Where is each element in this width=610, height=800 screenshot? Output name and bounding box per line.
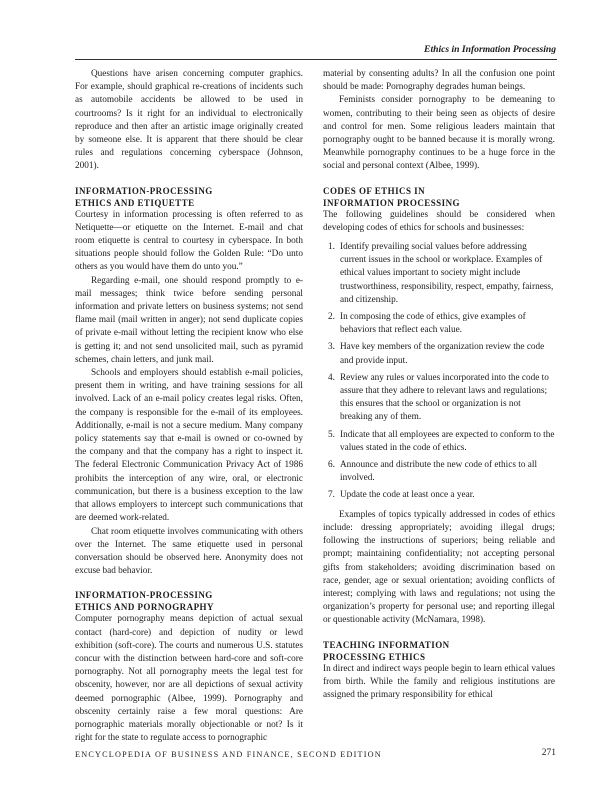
list-item: [323, 241, 555, 307]
section-heading-pornography: [75, 589, 303, 613]
list-number: 2.: [328, 312, 335, 323]
list-item: [323, 459, 555, 485]
guidelines-list: [323, 241, 555, 503]
paragraph-teaching: In direct and indirect ways people begin to learn ethical values from birth. While the family and religious institutions are assigned the primary responsibility for ethical: [323, 663, 555, 700]
list-text: Indicate that all employees are expected to conform to the values stated in the code of ethics.: [340, 429, 555, 453]
list-number: 6.: [328, 460, 335, 471]
page-number: 271: [541, 748, 556, 758]
heading-line: INFORMATION-PROCESSING: [75, 185, 213, 196]
paragraph-computer-pornography: Computer pornography means depiction of actual sexual contact (hard-core) and depiction of nudity or lewd exhibition (soft-core). The courts and numerous U.S. statutes concur with the distinction between hard-core and soft-core pornography. Not all pornography meets the legal test for obscenity, however, nor are all depictions of sexual activity deemed pornographic (Albee, 1999). Pornography and obscenity certainly raise a few moral questions: Are pornographic materials morally objectionable or not? Is it right for the state to regulate access to pornographic: [75, 614, 303, 744]
list-number: 3.: [328, 342, 335, 353]
list-text: Announce and distribute the new code of ethics to all involved.: [340, 460, 538, 484]
list-number: 4.: [328, 372, 335, 383]
heading-line: PROCESSING ETHICS: [323, 651, 426, 662]
heading-line: ETHICS AND ETIQUETTE: [75, 197, 195, 208]
paragraph-email: Regarding e-mail, one should respond promptly to e-mail messages; think twice before sending personal information and private letters on business systems; not send flame mail (mail written in anger); not send duplicate copies of private e-mail without letting the recipient know who else is getting it; and not send unsolicited mail, such as pyramid schemes, chain letters, and junk mail.: [75, 275, 303, 365]
heading-line: TEACHING INFORMATION: [323, 639, 450, 650]
heading-line: INFORMATION PROCESSING: [323, 197, 460, 208]
paragraph-netiquette: Courtesy in information processing is often referred to as Netiquette—or etiquette on the Internet. E-mail and chat room etiquette is central to courtesy in cyberspace. In both situations people should follow the Golden Rule: “Do unto others as you would have them do unto you.”: [75, 209, 303, 273]
right-column: [323, 68, 555, 702]
list-item: [323, 489, 555, 502]
list-item: [323, 341, 555, 367]
section-heading-teaching-ethics: [323, 639, 555, 663]
list-number: 7.: [328, 490, 335, 501]
heading-line: ETHICS AND PORNOGRAPHY: [75, 602, 214, 613]
paragraph-consenting-adults: material by consenting adults? In all the confusion one point should be made: Pornography degrades human beings.: [323, 69, 555, 93]
list-item: [323, 429, 555, 455]
list-text: Identify prevailing social values before addressing current issues in the school or workplace. Examples of ethical values important to society might include trustworthiness, responsibility, respect, empathy, fairness, and citizenship.: [340, 242, 554, 305]
left-column: [75, 68, 303, 745]
paragraph-feminists: Feminists consider pornography to be demeaning to women, contributing to their being seen as objects of desire and control for men. Some religious leaders maintain that pornography ought to be banned because it is morally wrong. Meanwhile pornography continues to be a huge force in the social and personal context (Albee, 1999).: [323, 95, 555, 172]
list-text: Have key members of the organization review the code and provide input.: [340, 342, 545, 366]
list-text: Update the code at least once a year.: [340, 490, 475, 501]
section-heading-etiquette: [75, 185, 303, 209]
running-header: Ethics in Information Processing: [424, 44, 556, 55]
heading-line: CODES OF ETHICS IN: [323, 185, 426, 196]
header-rule: [75, 59, 557, 60]
list-item: [323, 372, 555, 425]
paragraph-computer-graphics: Questions have arisen concerning computer graphics. For example, should graphical re-creations of incidents such as automobile accidents be allowed to be used in courtrooms? Is it right for an individual to electronically reproduce and then after an artistic image originally created by someone else. It is apparent that there should be clear rules and regulations concerning cyberspace (Johnson, 2001).: [75, 69, 303, 172]
list-text: Review any rules or values incorporated into the code to assure that they adhere to relevant laws and regulations; this ensures that the school or organization is not breaking any of them.: [340, 372, 549, 423]
footer-encyclopedia-title: ENCYCLOPEDIA OF BUSINESS AND FINANCE, SECOND EDITION: [75, 750, 382, 759]
heading-line: INFORMATION-PROCESSING: [75, 590, 213, 601]
list-text: In composing the code of ethics, give examples of behaviors that reflect each value.: [340, 312, 526, 336]
list-number: 5.: [328, 429, 335, 440]
paragraph-guidelines-intro: The following guidelines should be considered when developing codes of ethics for schools and businesses:: [323, 209, 555, 233]
paragraph-chat-room: Chat room etiquette involves communicating with others over the Internet. The same etiquette used in personal conversation should be observed here. Anonymity does not excuse bad behavior.: [75, 526, 303, 577]
paragraph-topics-examples: Examples of topics typically addressed in codes of ethics include: dressing appropriately; avoiding illegal drugs; following the instructions of superiors; being reliable and prompt; maintaining confidentiality; not accepting personal gifts from stakeholders; avoiding discrimination based on race, gender, age or sexual orientation; avoiding conflicts of interest; complying with laws and regulations; not using the organization’s property for personal use; and reporting illegal or questionable activity (McNamara, 1998).: [323, 509, 555, 626]
paragraph-email-policy: Schools and employers should establish e-mail policies, present them in writing, and have training sessions for all involved. Lack of an e-mail policy creates legal risks. Often, the company is responsible for the e-mail of its employees. Additionally, e-mail is not a secure medium. Many company policy statements say that e-mail is owned or co-owned by the company and that the company has a right to inspect it. The federal Electronic Communication Privacy Act of 1986 prohibits the interception of any wire, oral, or electronic communication, but there is a business exception to the law that allows employers to intercept such communications that are deemed work-related.: [75, 368, 303, 524]
list-item: [323, 311, 555, 337]
list-number: 1.: [328, 242, 335, 253]
section-heading-codes-of-ethics: [323, 185, 555, 209]
